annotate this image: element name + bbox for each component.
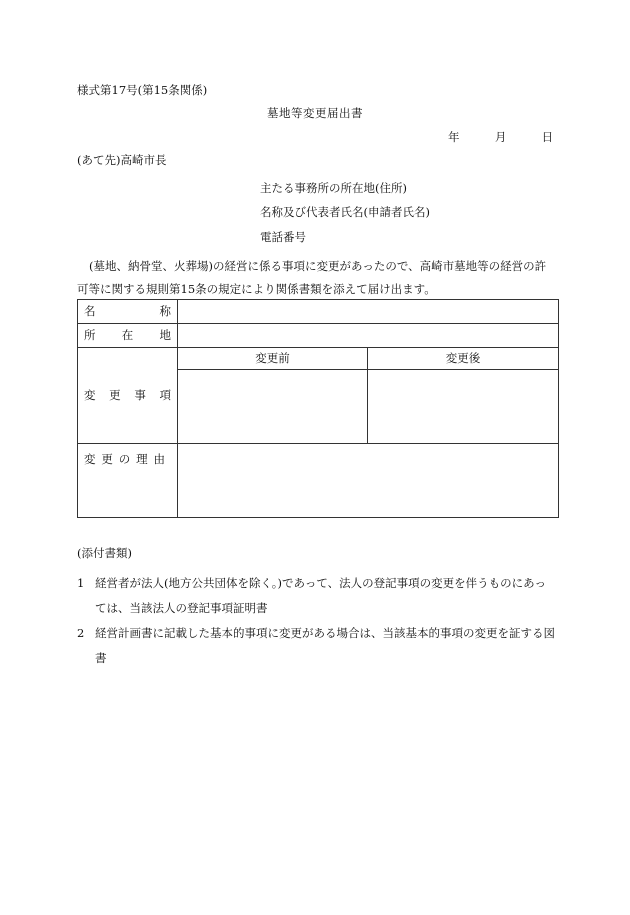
name-value-cell[interactable] bbox=[178, 300, 559, 324]
change-items-label-cell bbox=[78, 348, 178, 444]
addressee: (あて先)高崎市長 bbox=[77, 153, 167, 167]
attachment-number: 1 bbox=[77, 576, 85, 590]
reason-label-char: 変 bbox=[84, 452, 96, 466]
change-items-label-char: 事 bbox=[134, 387, 146, 402]
intro-paragraph: (墓地、納骨堂、火葬場)の経営に係る事項に変更があったので、高崎市墓地等の経営の許可等に関する規則第15条の規定により関係書類を添えて届け出ます。 bbox=[77, 259, 547, 296]
name-label-cell bbox=[78, 300, 178, 324]
location-label-cell bbox=[78, 324, 178, 348]
after-value-cell[interactable] bbox=[368, 370, 559, 444]
change-form-table bbox=[77, 299, 559, 518]
before-header: 変更前 bbox=[178, 348, 368, 370]
attachments-list bbox=[77, 571, 557, 671]
before-value-cell[interactable] bbox=[178, 370, 368, 444]
list-item bbox=[77, 621, 557, 671]
reason-label-char: 由 bbox=[153, 452, 165, 466]
attachment-number: 2 bbox=[77, 626, 85, 640]
list-item bbox=[77, 571, 557, 621]
date-day-label: 日 bbox=[541, 130, 554, 144]
change-items-label-char: 更 bbox=[109, 387, 121, 402]
location-label-char: 在 bbox=[121, 327, 134, 342]
name-label-char: 名 bbox=[84, 303, 96, 318]
location-label-char: 地 bbox=[159, 327, 171, 342]
attachment-text: 経営者が法人(地方公共団体を除く。)であって、法人の登記事項の変更を伴うものにあっては、当該法人の登記事項証明書 bbox=[95, 576, 547, 615]
location-label-char: 所 bbox=[84, 327, 96, 342]
date-month-label: 月 bbox=[494, 130, 507, 144]
after-header: 変更後 bbox=[368, 348, 559, 370]
reason-label-char: の bbox=[118, 452, 131, 466]
applicant-phone-label: 電話番号 bbox=[260, 230, 306, 244]
reason-label-char: 更 bbox=[101, 452, 113, 466]
attachments-title: (添付書類) bbox=[77, 546, 132, 560]
page-title: 墓地等変更届出書 bbox=[267, 106, 363, 120]
applicant-name-label: 名称及び代表者氏名(申請者氏名) bbox=[260, 205, 430, 219]
location-value-cell[interactable] bbox=[178, 324, 559, 348]
change-items-label-char: 項 bbox=[159, 387, 171, 402]
change-items-label-char: 変 bbox=[84, 387, 96, 402]
reason-label-char: 理 bbox=[136, 452, 148, 466]
form-number: 様式第17号(第15条関係) bbox=[77, 83, 208, 97]
date-year-label: 年 bbox=[448, 130, 460, 144]
attachment-text: 経営計画書に記載した基本的事項に変更がある場合は、当該基本的事項の変更を証する図書 bbox=[95, 626, 555, 665]
reason-label-cell bbox=[78, 444, 178, 518]
name-label-char: 称 bbox=[159, 303, 171, 318]
reason-value-cell[interactable] bbox=[178, 444, 559, 518]
applicant-address-label: 主たる事務所の所在地(住所) bbox=[260, 181, 407, 195]
date-line bbox=[448, 132, 553, 144]
